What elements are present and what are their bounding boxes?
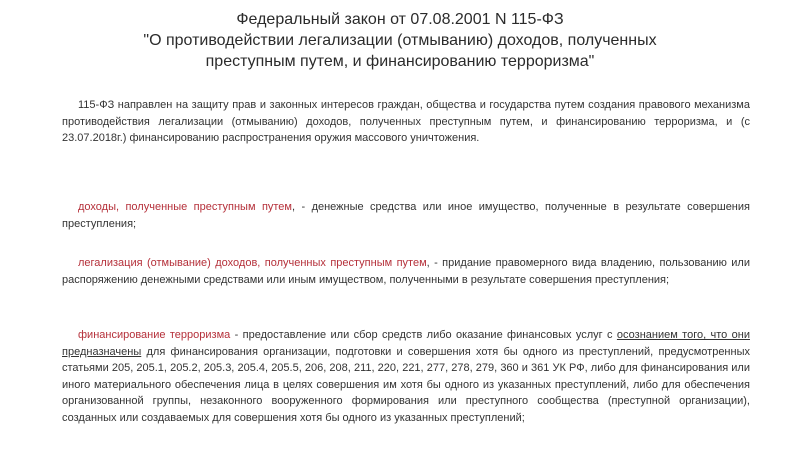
definition-criminal-proceeds: [62, 199, 750, 232]
definition-money-laundering: [62, 255, 750, 288]
term-criminal-proceeds: доходы, полученные преступным путем: [78, 201, 292, 213]
document-title: [100, 9, 700, 72]
title-line-2: "О противодействии легализации (отмыванию) доходов, полученных: [143, 32, 657, 49]
definition-text-after: для финансирования организации, подготовки и совершения хотя бы одного из преступлений, предусмотренных статьями 205, 205.1, 205.2, 205.3, 205.4, 205.5, 206, 208, 211, 220, 221, 277, 278, 279, 360 и 361 УК РФ, либо для финансирования или иного материального обеспечения лица в целях совершения им хотя бы одного из указанных преступлений, либо для обеспечения организованной группы, незаконного вооруженного формирования или преступного сообщества (преступной организации), созданных или создаваемых для совершения хотя бы одного из указанных преступлений;: [62, 345, 750, 424]
definition-text: , - денежные средства или иное имущество, полученные в результате совершения преступления;: [62, 201, 750, 230]
intro-text: 115-ФЗ направлен на защиту прав и законных интересов граждан, общества и государства путем создания правового механизма противодействия легализации (отмыванию) доходов, полученных преступным путем, и финансированию терроризма, и (с 23.07.2018г.) финансированию распространения оружия массового уничтожения.: [62, 99, 750, 144]
intro-paragraph: [62, 97, 750, 147]
title-line-3: преступным путем, и финансированию терроризма": [205, 53, 595, 70]
title-line-1: Федеральный закон от 07.08.2001 N 115-ФЗ: [236, 11, 564, 28]
definition-text-before: - предоставление или сбор средств либо оказание финансовых услуг с: [230, 329, 617, 341]
definition-underlined-text: осознанием того, что они предназначены: [62, 329, 750, 358]
term-terrorism-financing: финансирование терроризма: [78, 329, 231, 341]
definition-text: , - придание правомерного вида владению, пользованию или распоряжению денежными средствами или иным имуществом, полученными в результате совершения преступления;: [62, 257, 750, 286]
term-money-laundering: легализация (отмывание) доходов, полученных преступным путем: [78, 257, 427, 269]
definition-terrorism-financing: [62, 327, 750, 426]
